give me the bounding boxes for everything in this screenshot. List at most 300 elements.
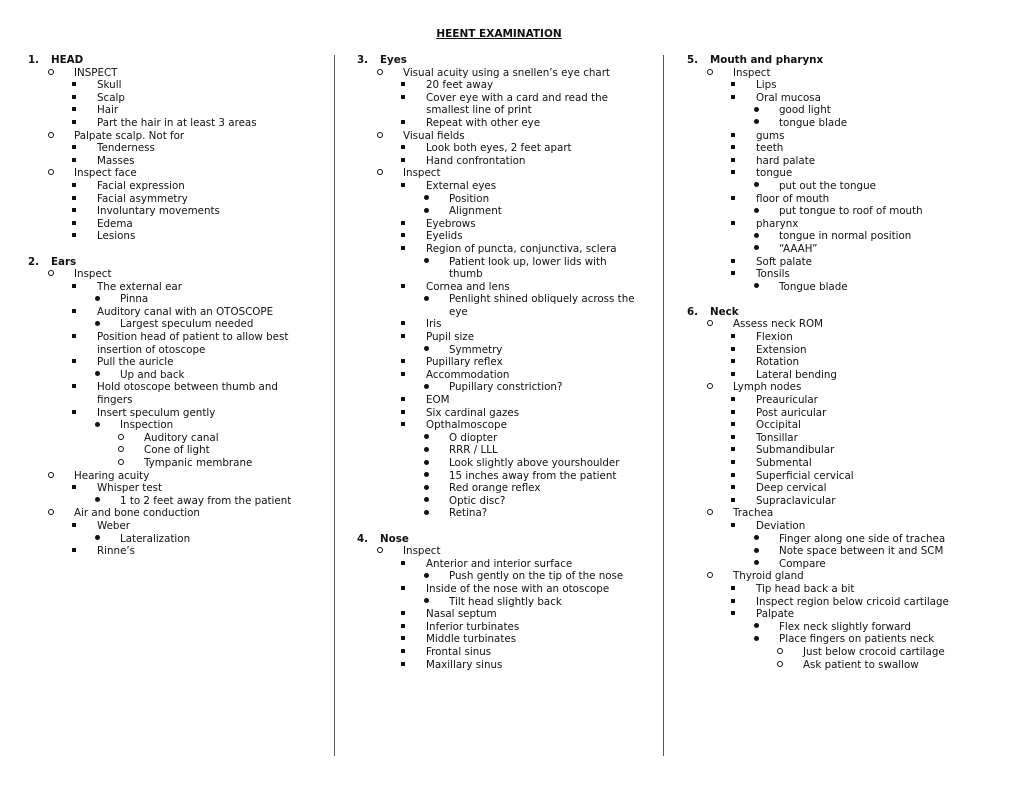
- bullet-shape: [401, 410, 405, 414]
- square-bullet-icon: [69, 356, 79, 369]
- dot-bullet-icon: [421, 596, 431, 609]
- dot-bullet-icon: [421, 444, 431, 457]
- list-item-text: Superficial cervical: [756, 469, 854, 482]
- list-item: [28, 142, 328, 155]
- bullet-shape: [754, 283, 759, 288]
- list-item: [687, 180, 987, 193]
- list-item-text: Red orange reflex: [449, 482, 541, 495]
- square-bullet-icon: [69, 281, 79, 294]
- list-item: [687, 142, 987, 155]
- square-bullet-icon: [728, 457, 738, 470]
- list-item: [687, 117, 987, 130]
- square-bullet-icon: [728, 92, 738, 105]
- list-item-text: Pupil size: [426, 331, 475, 344]
- bullet-shape: [777, 648, 783, 654]
- list-item: [28, 419, 328, 432]
- dot-bullet-icon: [421, 293, 431, 306]
- page-title: HEENT EXAMINATION: [436, 28, 562, 40]
- square-bullet-icon: [728, 218, 738, 231]
- list-item: [357, 268, 657, 281]
- list-item-text: The external ear: [97, 280, 182, 293]
- list-item-text: tongue: [756, 167, 793, 180]
- list-item: [28, 306, 328, 319]
- square-bullet-icon: [728, 495, 738, 508]
- list-item-text: Cone of light: [144, 444, 210, 457]
- section-heading-row: [687, 54, 987, 67]
- square-bullet-icon: [398, 79, 408, 92]
- list-item-text: Region of puncta, conjunctiva, sclera: [426, 242, 617, 255]
- list-item: [28, 533, 328, 546]
- circle-bullet-icon: [46, 470, 56, 483]
- bullet-shape: [424, 573, 429, 578]
- list-item: [28, 167, 328, 180]
- square-bullet-icon: [69, 545, 79, 558]
- list-item: [357, 331, 657, 344]
- section-number: 2.: [28, 255, 40, 268]
- list-item: [687, 205, 987, 218]
- list-item: [28, 155, 328, 168]
- list-item: [28, 444, 328, 457]
- bullet-shape: [401, 284, 405, 288]
- square-bullet-icon: [69, 193, 79, 206]
- list-item: [687, 193, 987, 206]
- square-bullet-icon: [69, 331, 79, 344]
- dot-bullet-icon: [751, 281, 761, 294]
- list-item: [687, 520, 987, 533]
- list-item-text: Six cardinal gazes: [426, 406, 520, 419]
- list-item-text: Lesions: [97, 230, 136, 243]
- list-item-text: Frontal sinus: [426, 645, 492, 658]
- bullet-shape: [731, 611, 735, 615]
- list-item: [687, 432, 987, 445]
- square-bullet-icon: [728, 470, 738, 483]
- list-item: [687, 558, 987, 571]
- list-item-text: Deviation: [756, 519, 806, 532]
- list-item: [357, 318, 657, 331]
- list-item: [687, 633, 987, 646]
- square-bullet-icon: [398, 646, 408, 659]
- list-item-text: Cornea and lens: [426, 280, 510, 293]
- dot-bullet-icon: [92, 318, 102, 331]
- list-item-text: Trachea: [733, 507, 774, 520]
- square-bullet-icon: [728, 432, 738, 445]
- list-item: [357, 243, 657, 256]
- list-item: [28, 92, 328, 105]
- square-bullet-icon: [69, 218, 79, 231]
- list-item-text: gums: [756, 129, 785, 142]
- bullet-shape: [118, 434, 124, 440]
- bullet-shape: [754, 119, 759, 124]
- section: [28, 54, 328, 243]
- bullet-shape: [72, 284, 76, 288]
- bullet-shape: [72, 233, 76, 237]
- list-item-text: Rinne’s: [97, 545, 136, 558]
- bullet-shape: [48, 132, 54, 138]
- section-heading: Ears: [51, 255, 77, 268]
- list-item-text: Submandibular: [756, 444, 835, 457]
- bullet-shape: [72, 82, 76, 86]
- list-item: [28, 356, 328, 369]
- list-item-text: teeth: [756, 142, 784, 155]
- list-item: [28, 318, 328, 331]
- square-bullet-icon: [728, 596, 738, 609]
- list-item-text: Skull: [97, 79, 122, 92]
- circle-bullet-icon: [775, 646, 785, 659]
- column-1: [28, 54, 328, 558]
- list-item-text: Pupillary reflex: [426, 356, 503, 369]
- dot-bullet-icon: [92, 495, 102, 508]
- bullet-shape: [731, 372, 735, 376]
- list-item-text: good light: [779, 104, 831, 117]
- bullet-shape: [72, 120, 76, 124]
- square-bullet-icon: [398, 117, 408, 130]
- square-bullet-icon: [69, 92, 79, 105]
- bullet-shape: [754, 560, 759, 565]
- list-item: [687, 79, 987, 92]
- bullet-shape: [777, 661, 783, 667]
- bullet-shape: [72, 309, 76, 313]
- list-item-text: insertion of otoscope: [97, 343, 206, 356]
- list-item-text: Post auricular: [756, 406, 827, 419]
- list-item: [28, 432, 328, 445]
- section: [28, 256, 328, 558]
- dot-bullet-icon: [751, 205, 761, 218]
- list-item-text: Extension: [756, 343, 807, 356]
- dot-bullet-icon: [751, 230, 761, 243]
- section-number: 6.: [687, 305, 699, 318]
- bullet-shape: [72, 359, 76, 363]
- section-number: 3.: [357, 54, 369, 66]
- square-bullet-icon: [69, 117, 79, 130]
- list-item: [687, 344, 987, 357]
- list-item: [687, 92, 987, 105]
- list-item: [357, 407, 657, 420]
- bullet-shape: [731, 133, 735, 137]
- bullet-shape: [72, 384, 76, 388]
- list-item: [357, 117, 657, 130]
- list-item: [687, 356, 987, 369]
- list-item-text: O diopter: [449, 431, 498, 444]
- list-item: [687, 230, 987, 243]
- list-item: [28, 230, 328, 243]
- list-item-text: put out the tongue: [779, 179, 876, 192]
- bullet-shape: [731, 422, 735, 426]
- list-item-text: Involuntary movements: [97, 205, 220, 218]
- dot-bullet-icon: [751, 117, 761, 130]
- list-item-text: Opthalmoscope: [426, 419, 507, 432]
- square-bullet-icon: [398, 92, 408, 105]
- square-bullet-icon: [398, 230, 408, 243]
- list-item-text: Inspect: [403, 167, 441, 180]
- list-item-text: Patient look up, lower lids with: [449, 255, 607, 268]
- list-item: [28, 117, 328, 130]
- bullet-shape: [424, 346, 429, 351]
- list-item-text: Cover eye with a card and read the: [426, 91, 609, 104]
- bullet-shape: [731, 95, 735, 99]
- dot-bullet-icon: [421, 482, 431, 495]
- square-bullet-icon: [69, 180, 79, 193]
- list-item: [357, 608, 657, 621]
- list-item-text: 20 feet away: [426, 79, 494, 92]
- list-item: [357, 256, 657, 269]
- bullet-shape: [731, 196, 735, 200]
- circle-bullet-icon: [46, 167, 56, 180]
- list-item-text: Lymph nodes: [733, 381, 802, 394]
- list-item: [28, 381, 328, 394]
- list-item: [357, 495, 657, 508]
- list-item-text: 1 to 2 feet away from the patient: [120, 494, 292, 507]
- section: [687, 306, 987, 671]
- list-item-text: Submental: [756, 457, 812, 469]
- square-bullet-icon: [398, 558, 408, 571]
- dot-bullet-icon: [92, 293, 102, 306]
- list-item: [687, 243, 987, 256]
- circle-bullet-icon: [375, 67, 385, 80]
- list-item-text: Assess neck ROM: [733, 318, 824, 331]
- list-item: [357, 659, 657, 672]
- list-item-text: Scalp: [97, 91, 125, 104]
- bullet-shape: [707, 572, 713, 578]
- list-item: [687, 545, 987, 558]
- bullet-shape: [118, 446, 124, 452]
- bullet-shape: [95, 535, 100, 540]
- list-item: [687, 268, 987, 281]
- dot-bullet-icon: [751, 545, 761, 558]
- list-item-text: Finger along one side of trachea: [779, 532, 946, 545]
- bullet-shape: [72, 334, 76, 338]
- list-item: [28, 545, 328, 558]
- dot-bullet-icon: [421, 256, 431, 269]
- bullet-shape: [754, 233, 759, 238]
- list-item-text: Inspect: [403, 545, 441, 558]
- list-item-text: INSPECT: [74, 66, 118, 79]
- circle-bullet-icon: [375, 545, 385, 558]
- list-item: [687, 331, 987, 344]
- bullet-shape: [424, 384, 429, 389]
- list-item: [28, 293, 328, 306]
- circle-bullet-icon: [46, 507, 56, 520]
- list-item: [687, 495, 987, 508]
- bullet-shape: [731, 359, 735, 363]
- list-item-text: Tonsillar: [756, 431, 798, 444]
- bullet-shape: [72, 107, 76, 111]
- bullet-shape: [707, 320, 713, 326]
- list-item: [357, 218, 657, 231]
- list-item-text: hard palate: [756, 154, 816, 167]
- list-item-text: floor of mouth: [756, 192, 830, 205]
- square-bullet-icon: [728, 419, 738, 432]
- bullet-shape: [72, 485, 76, 489]
- dot-bullet-icon: [751, 633, 761, 646]
- list-item-text: External eyes: [426, 179, 497, 192]
- bullet-shape: [401, 359, 405, 363]
- list-item-text: Tonsils: [756, 268, 790, 281]
- list-item: [28, 520, 328, 533]
- list-item-text: Insert speculum gently: [97, 406, 216, 419]
- square-bullet-icon: [398, 419, 408, 432]
- list-item: [28, 193, 328, 206]
- section-spacer: [28, 243, 328, 256]
- list-item-text: Alignment: [449, 205, 502, 218]
- list-item-text: smallest line of print: [426, 104, 532, 117]
- list-item-text: Eyelids: [426, 230, 463, 243]
- bullet-shape: [95, 422, 100, 427]
- list-item-text: Rotation: [756, 356, 800, 369]
- list-item: [357, 470, 657, 483]
- bullet-shape: [401, 221, 405, 225]
- bullet-shape: [731, 82, 735, 86]
- list-item-text: Iris: [426, 318, 442, 331]
- bullet-shape: [401, 611, 405, 615]
- list-item: [357, 104, 657, 117]
- bullet-shape: [731, 410, 735, 414]
- square-bullet-icon: [398, 356, 408, 369]
- list-item-text: Tenderness: [97, 142, 155, 155]
- circle-bullet-icon: [116, 432, 126, 445]
- square-bullet-icon: [69, 104, 79, 117]
- section-heading: Eyes: [380, 54, 407, 66]
- list-item: [357, 381, 657, 394]
- circle-bullet-icon: [375, 167, 385, 180]
- dot-bullet-icon: [92, 369, 102, 382]
- bullet-shape: [401, 321, 405, 325]
- list-item-text: Inferior turbinates: [426, 620, 520, 633]
- list-item: [687, 419, 987, 432]
- bullet-shape: [424, 258, 429, 263]
- list-item-text: Pupillary constriction?: [449, 381, 563, 394]
- list-item: [357, 344, 657, 357]
- list-item: [357, 633, 657, 646]
- list-item: [28, 180, 328, 193]
- list-item-text: tongue blade: [779, 116, 848, 129]
- bullet-shape: [72, 208, 76, 212]
- list-item-text: Inside of the nose with an otoscope: [426, 582, 610, 595]
- bullet-shape: [72, 95, 76, 99]
- bullet-shape: [424, 208, 429, 213]
- bullet-shape: [731, 599, 735, 603]
- bullet-shape: [424, 485, 429, 490]
- list-item-text: Largest speculum needed: [120, 318, 254, 331]
- list-item-text: Hearing acuity: [74, 469, 150, 482]
- list-item-text: Compare: [779, 557, 826, 570]
- list-item-text: Auditory canal with an OTOSCOPE: [97, 305, 274, 318]
- list-item: [687, 457, 987, 470]
- list-item: [687, 218, 987, 231]
- list-item: [687, 318, 987, 331]
- list-item-text: Optic disc?: [449, 494, 506, 507]
- list-item: [687, 596, 987, 609]
- list-item: [687, 281, 987, 294]
- square-bullet-icon: [728, 407, 738, 420]
- bullet-shape: [424, 296, 429, 301]
- square-bullet-icon: [69, 205, 79, 218]
- square-bullet-icon: [728, 142, 738, 155]
- square-bullet-icon: [728, 608, 738, 621]
- list-item-text: 15 inches away from the patient: [449, 469, 617, 482]
- list-item: [687, 155, 987, 168]
- list-item: [687, 608, 987, 621]
- bullet-shape: [95, 371, 100, 376]
- list-item: [357, 457, 657, 470]
- dot-bullet-icon: [421, 432, 431, 445]
- circle-bullet-icon: [775, 659, 785, 672]
- section-heading-row: [28, 256, 328, 269]
- bullet-shape: [754, 107, 759, 112]
- list-item-text: Inspect face: [74, 167, 137, 180]
- section-heading-row: [28, 54, 328, 67]
- bullet-shape: [377, 132, 383, 138]
- list-item-text: Visual acuity using a snellen’s eye chart: [403, 66, 610, 79]
- section: [357, 533, 657, 672]
- list-item: [357, 369, 657, 382]
- bullet-shape: [401, 334, 405, 338]
- list-item: [357, 167, 657, 180]
- list-item: [28, 281, 328, 294]
- square-bullet-icon: [69, 230, 79, 243]
- bullet-shape: [754, 548, 759, 553]
- bullet-shape: [424, 497, 429, 502]
- bullet-shape: [48, 270, 54, 276]
- list-item-text: Note space between it and SCM: [779, 545, 944, 558]
- list-item-text: Occipital: [756, 419, 801, 432]
- bullet-shape: [754, 636, 759, 641]
- bullet-shape: [731, 170, 735, 174]
- list-item-text: Palpate scalp. Not for: [74, 129, 185, 142]
- square-bullet-icon: [728, 331, 738, 344]
- bullet-shape: [731, 271, 735, 275]
- list-item: [357, 79, 657, 92]
- list-item: [687, 482, 987, 495]
- list-item-text: Edema: [97, 217, 133, 230]
- list-item: [687, 104, 987, 117]
- bullet-shape: [401, 246, 405, 250]
- list-item-text: Tongue blade: [779, 280, 848, 293]
- square-bullet-icon: [728, 167, 738, 180]
- list-item-text: tongue in normal position: [779, 230, 912, 243]
- list-item: [28, 268, 328, 281]
- bullet-shape: [401, 120, 405, 124]
- list-item: [687, 533, 987, 546]
- square-bullet-icon: [728, 256, 738, 269]
- dot-bullet-icon: [751, 558, 761, 571]
- bullet-shape: [401, 372, 405, 376]
- list-item-text: Look both eyes, 2 feet apart: [426, 142, 572, 155]
- bullet-shape: [707, 509, 713, 515]
- dot-bullet-icon: [751, 104, 761, 117]
- list-item: [28, 394, 328, 407]
- bullet-shape: [48, 169, 54, 175]
- list-item-text: Nasal septum: [426, 608, 497, 621]
- list-item-text: Palpate: [756, 608, 795, 621]
- square-bullet-icon: [728, 268, 738, 281]
- list-item-text: Deep cervical: [756, 482, 827, 495]
- square-bullet-icon: [398, 633, 408, 646]
- square-bullet-icon: [398, 155, 408, 168]
- list-item-text: Air and bone conduction: [74, 507, 200, 520]
- dot-bullet-icon: [421, 381, 431, 394]
- bullet-shape: [72, 158, 76, 162]
- list-item-text: Thyroid gland: [733, 570, 804, 583]
- list-item: [687, 407, 987, 420]
- bullet-shape: [731, 523, 735, 527]
- list-item: [28, 79, 328, 92]
- square-bullet-icon: [398, 394, 408, 407]
- list-item-text: Just below crocoid cartilage: [803, 645, 945, 658]
- bullet-shape: [731, 145, 735, 149]
- dot-bullet-icon: [421, 495, 431, 508]
- list-item: [357, 646, 657, 659]
- bullet-shape: [72, 548, 76, 552]
